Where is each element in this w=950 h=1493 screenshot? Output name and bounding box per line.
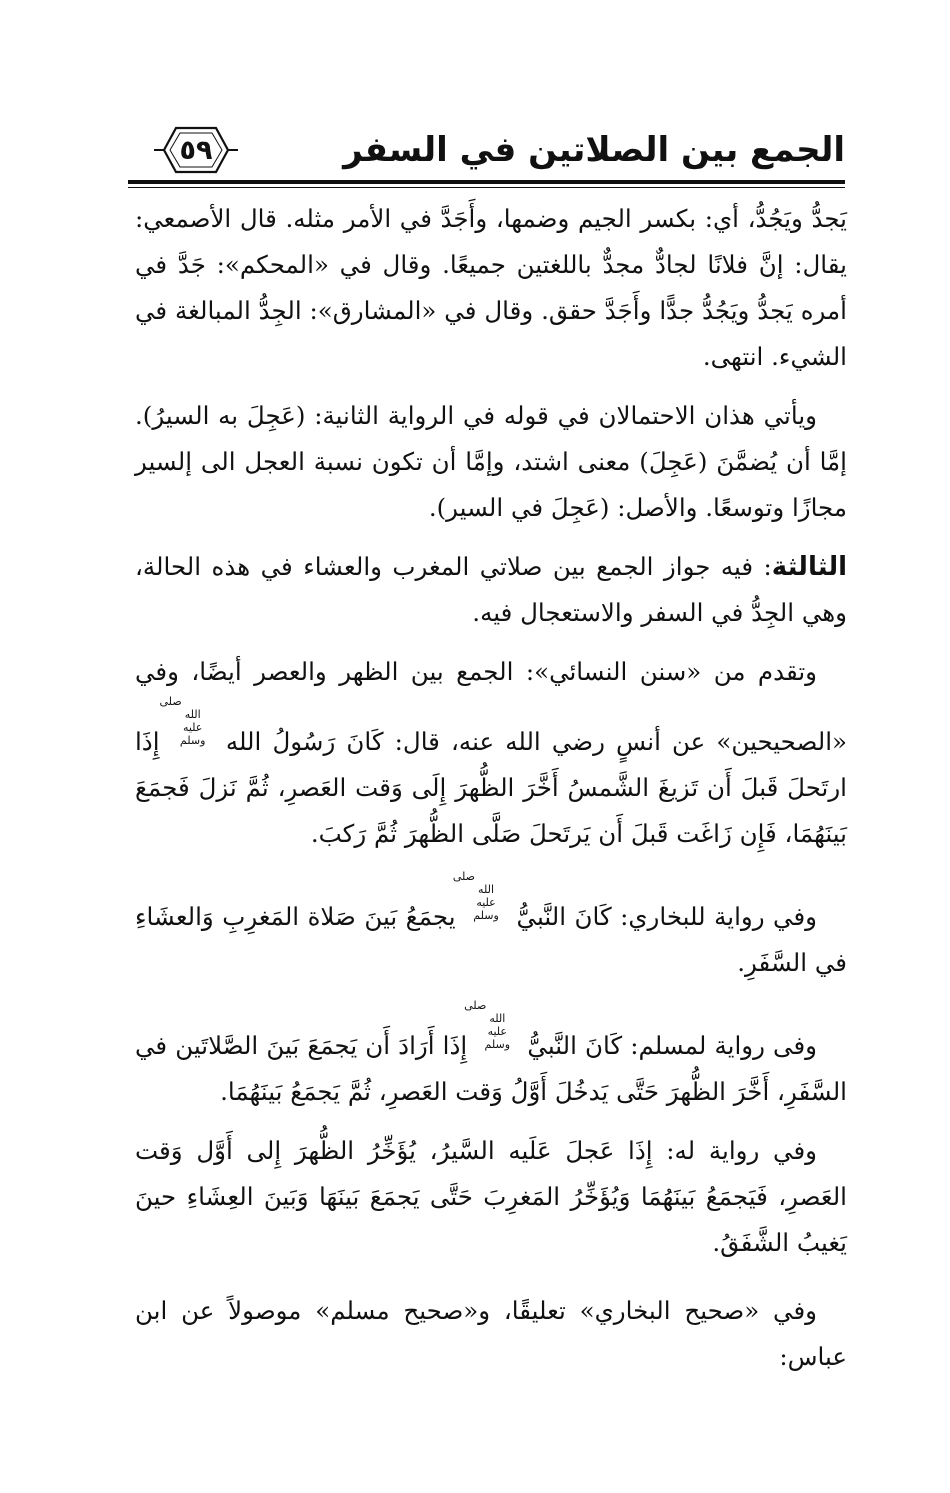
section-lead-word: الثالثة <box>771 552 847 582</box>
paragraph-text: وتقدم من «سنن النسائي»: الجمع بين الظهر والعصر أيضًا، وفي «الصحيحين» عن أنسٍ رضي الله عنه، قال: كَانَ رَسُولُ الله <box>135 657 847 756</box>
paragraph: وفي رواية له: إِذَا عَجلَ عَلَيه السَّيرُ، يُؤَخِّرُ الظُّهرَ إِلى أَوَّل وَقت العَصرِ، فَيَجمَعُ بَينَهُمَا وَيُؤَخِّرُ المَغرِبَ حَتَّى يَجمَعَ بَينَهَا وَبَينَ العِشَاءِ حينَ يَغيبُ الشَّفَقُ. <box>135 1136 847 1257</box>
paragraph <box>135 544 847 636</box>
paragraph-text: وفى رواية لمسلم: كَانَ النَّبيُّ <box>527 1031 818 1060</box>
paragraph-text: يجمَعُ بَينَ صَلاة المَغرِبِ وَالعشَاءِ في السَّفَرِ. <box>135 902 847 977</box>
page-number-badge <box>150 122 242 178</box>
body-text <box>135 196 847 1393</box>
paragraph <box>135 999 847 1115</box>
paragraph: يَجدُّ ويَجُدُّ، أي: بكسر الجيم وضمها، وأَجَدَّ في الأمر مثله. قال الأصمعي: يقال: إنَّ فلانًا لجادٌّ مجدٌّ باللغتين جميعًا. وقال في «المحكم»: جَدَّ في أمره يَجدُّ ويَجُدُّ جدًّا وأَجَدَّ حقق. وقال في «المشارق»: الجِدُّ المبالغة في الشيء. انتهى. <box>135 204 847 371</box>
paragraph <box>135 870 847 986</box>
salawat-glyph: صلى الله عليه وسلم <box>159 695 206 747</box>
header-rule-thick <box>128 180 845 184</box>
chapter-title: الجمع بين الصلاتين في السفر <box>343 130 845 170</box>
paragraph-text: وفي رواية للبخاري: كَانَ النَّبيُّ <box>516 902 817 931</box>
paragraph <box>135 649 847 857</box>
paragraph-text: إِذَا ارتَحلَ قَبلَ أَن تَزيغَ الشَّمسُ أَخَّرَ الظُّهرَ إِلَى وَقت العَصرِ، ثُمَّ نَزلَ فَجمَعَ بَينَهُمَا، فَإِن زَاغَت قَبلَ أَن يَرتَحلَ صَلَّى الظُّهرَ ثُمَّ رَكبَ. <box>135 727 847 848</box>
paragraph-text: إِذَا أَرَادَ أَن يَجمَعَ بَينَ الصَّلاتَين في السَّفَرِ، أَخَّرَ الظُّهرَ حَتَّى يَدخُلَ أَوَّلُ وَقت العَصرِ، ثُمَّ يَجمَعُ بَينَهُمَا. <box>135 1031 847 1106</box>
page-number: ٥٩ <box>179 134 213 166</box>
header-rule-thin <box>128 187 845 188</box>
paragraph: وفي «صحيح البخاري» تعليقًا، و«صحيح مسلم» موصولاً عن ابن عباس: <box>135 1296 847 1371</box>
salawat-glyph: صلى الله عليه وسلم <box>464 999 511 1051</box>
paragraph: ويأتي هذان الاحتمالان في قوله في الرواية الثانية: (عَجِلَ به السيرُ). إمَّا أن يُضمَّنَ (عَجِلَ) معنى اشتد، وإمَّا أن تكون نسبة العجل الى إلسير مجازًا وتوسعًا. والأصل: (عَجِلَ في السير). <box>135 401 847 522</box>
paragraph-text: : فيه جواز الجمع بين صلاتي المغرب والعشاء في هذه الحالة، وهي الجِدُّ في السفر والاستعجال فيه. <box>135 552 847 627</box>
salawat-glyph: صلى الله عليه وسلم <box>452 870 499 922</box>
